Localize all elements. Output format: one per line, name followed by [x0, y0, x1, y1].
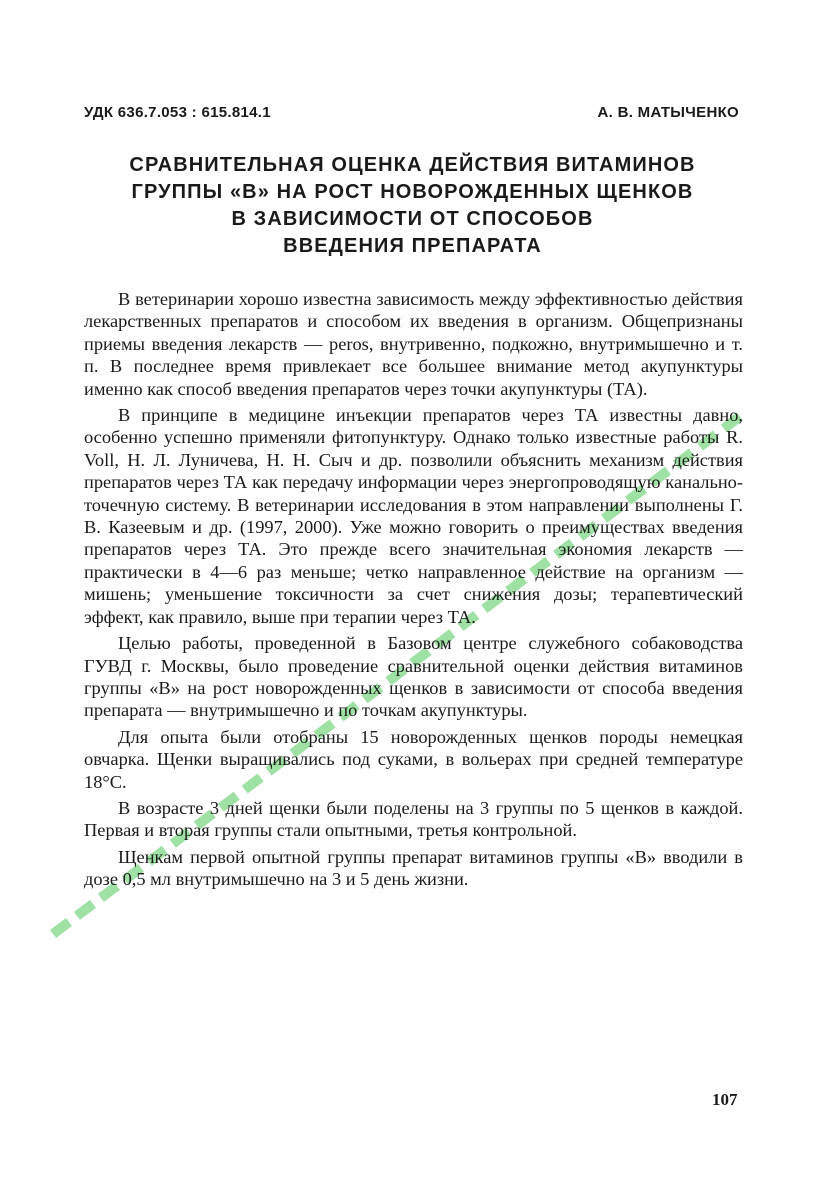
page-header	[84, 104, 739, 121]
title-line: ГРУППЫ «В» НА РОСТ НОВОРОЖДЕННЫХ ЩЕНКОВ	[131, 181, 694, 203]
paragraph: Для опыта были отобраны 15 новорожденных щенков породы немецкая овчарка. Щенки выращивались под суками, в вольерах при средней температуре 18°С.	[84, 726, 743, 792]
paragraph: В возрасте 3 дней щенки были поделены на 3 группы по 5 щенков в каждой. Первая и вторая группы стали опытными, третья контрольной.	[84, 797, 743, 841]
paragraph: Щенкам первой опытной группы препарат витаминов группы «В» вводили в дозе 0,5 мл внутримышечно на 3 и 5 день жизни.	[84, 846, 743, 890]
article-body	[84, 288, 743, 895]
author-name: А. В. МАТЫЧЕНКО	[597, 104, 739, 121]
title-line: СРАВНИТЕЛЬНАЯ ОЦЕНКА ДЕЙСТВИЯ ВИТАМИНОВ	[129, 154, 696, 176]
title-line: В ЗАВИСИМОСТИ ОТ СПОСОБОВ	[231, 208, 594, 230]
udc-code: УДК 636.7.053 : 615.814.1	[84, 104, 271, 121]
paragraph: В принципе в медицине инъекции препаратов через ТА известны давно, особенно успешно применяли фитопунктуру. Однако только известные работы R. Voll, Н. Л. Луничева, Н. Н. Сыч и др. позволили объяснить механизм действия препаратов через ТА как передачу информации через энергопроводящую канально-точечную систему. В ветеринарии исследования в этом направлении выполнены Г. В. Казеевым и др. (1997, 2000). Уже можно говорить о преимуществах введения препаратов через ТА. Это прежде всего значительная экономия лекарств — практически в 4—6 раз меньше; четко направленное действие на организм — мишень; уменьшение токсичности за счет снижения дозы; терапевтический эффект, как правило, выше при терапии через ТА.	[84, 405, 743, 627]
title-line: ВВЕДЕНИЯ ПРЕПАРАТА	[283, 235, 542, 257]
article-title	[80, 152, 745, 260]
page-number: 107	[712, 1090, 738, 1109]
paragraph: В ветеринарии хорошо известна зависимость между эффективностью действия лекарственных препаратов и способом их введения в организм. Общепризнаны приемы введения лекарств — peros, внутривенно, подкожно, внутримышечно и т. п. В последнее время привлекает все большее внимание метод акупунктуры именно как способ введения препаратов через точки акупунктуры (ТА).	[84, 289, 743, 399]
paragraph: Целью работы, проведенной в Базовом центре служебного собаководства ГУВД г. Москвы, было проведение сравнительной оценки действия витаминов группы «В» на рост новорожденных щенков в зависимости от способа введения препарата — внутримышечно и по точкам акупунктуры.	[84, 633, 743, 721]
